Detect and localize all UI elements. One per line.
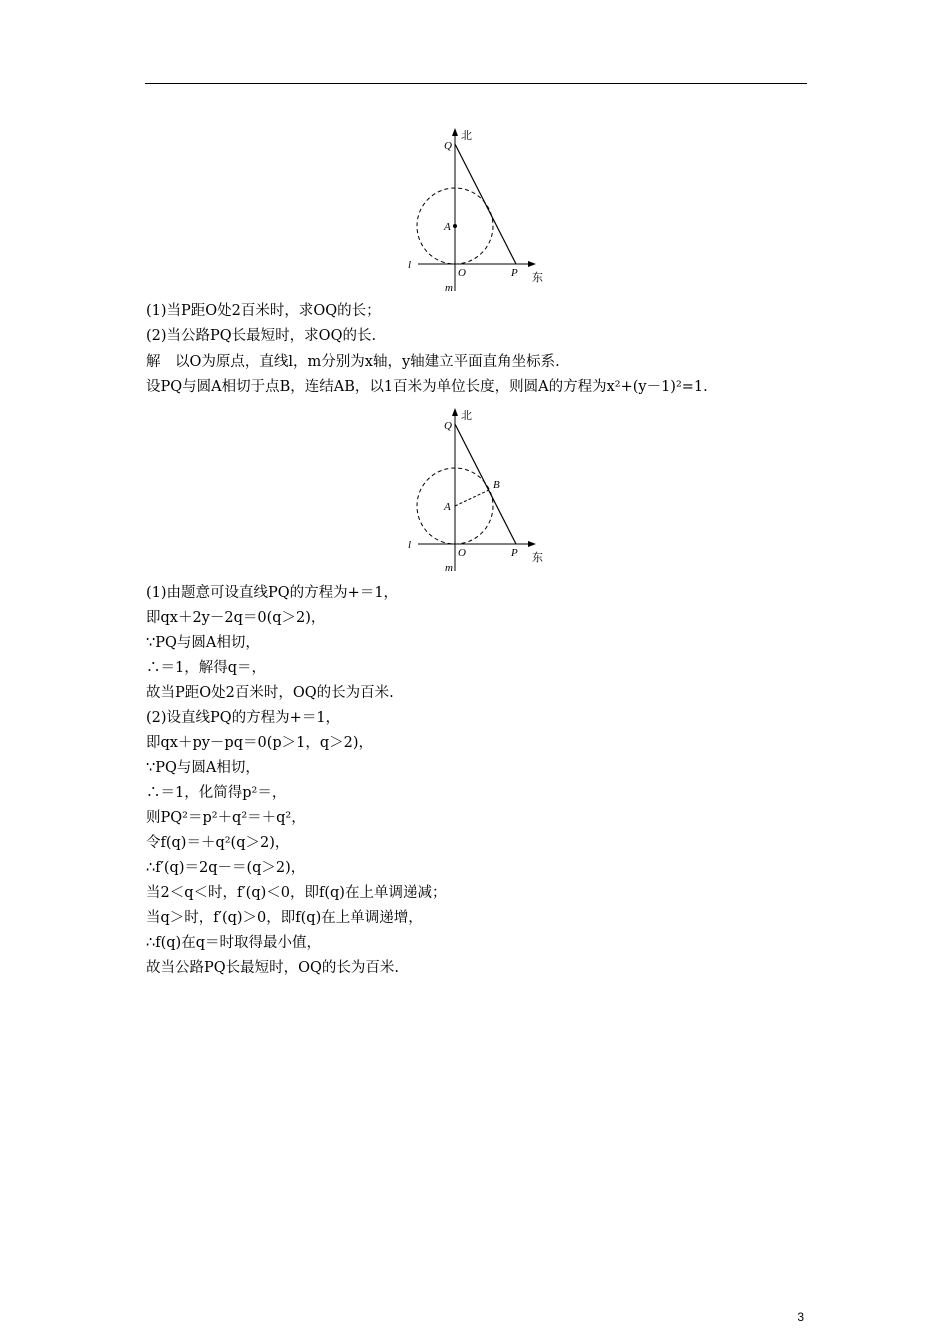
figure-1: [400, 126, 560, 296]
p-label: P: [511, 267, 518, 279]
solution-line: ∵PQ与圆A相切，: [146, 760, 260, 776]
solution-line: ∴f′(q)＝2q－＝(q＞2)，: [146, 860, 306, 876]
solution-line: 当q＞时，f′(q)＞0，即f(q)在上单调递增，: [146, 910, 423, 926]
o-label: O: [458, 547, 466, 559]
solution-line: 则PQ²＝p²＋q²＝＋q²，: [146, 810, 306, 826]
p-label: P: [511, 547, 518, 559]
north-label: 北: [461, 129, 472, 142]
solution-line: 即qx＋2y－2q＝0(q＞2)，: [146, 610, 326, 626]
solution-line: 故当公路PQ长最短时，OQ的长为百米.: [146, 960, 400, 976]
a-label: A: [444, 501, 451, 513]
solution-line: ∴f(q)在q＝时取得最小值，: [146, 935, 321, 951]
page-number: 3: [797, 1310, 804, 1324]
o-label: O: [458, 267, 466, 279]
solution-line: ∴＝1，化简得p²＝，: [146, 785, 287, 801]
solution-line: 即qx＋py－pq＝0(p＞1，q＞2)，: [146, 735, 374, 751]
figure-2: [400, 406, 560, 576]
question-1: (1)当P距O处2百米时，求OQ的长；: [146, 303, 381, 319]
circle-equation: 设PQ与圆A相切于点B，连结AB，以1百米为单位长度，则圆A的方程为x²+(y－1)²=1.: [146, 379, 708, 395]
solution-line: ∵PQ与圆A相切，: [146, 635, 260, 651]
l-label: l: [408, 259, 412, 271]
solution-line: (1)由题意可设直线PQ的方程为+＝1，: [146, 585, 399, 601]
m-label: m: [445, 282, 453, 294]
q-label: Q: [444, 420, 452, 432]
b-label: B: [493, 479, 500, 491]
east-label: 东: [532, 271, 543, 284]
m-label: m: [445, 562, 453, 574]
solution-line: (2)设直线PQ的方程为+＝1，: [146, 710, 341, 726]
solution-line: 令f(q)＝＋q²(q＞2)，: [146, 835, 290, 851]
solution-intro: 解 以O为原点，直线l，m分别为x轴，y轴建立平面直角坐标系.: [146, 354, 560, 370]
a-label: A: [444, 221, 451, 233]
solution-line: 当2＜q＜时，f′(q)＜0，即f(q)在上单调递减；: [146, 885, 447, 901]
question-2: (2)当公路PQ长最短时，求OQ的长.: [146, 328, 377, 344]
east-label: 东: [532, 551, 543, 564]
solution-line: ∴＝1，解得q＝，: [146, 660, 267, 676]
l-label: l: [408, 539, 412, 551]
solution-line: 故当P距O处2百米时，OQ的长为百米.: [146, 685, 394, 701]
north-label: 北: [461, 409, 472, 422]
q-label: Q: [444, 140, 452, 152]
header-rule: [145, 83, 807, 84]
